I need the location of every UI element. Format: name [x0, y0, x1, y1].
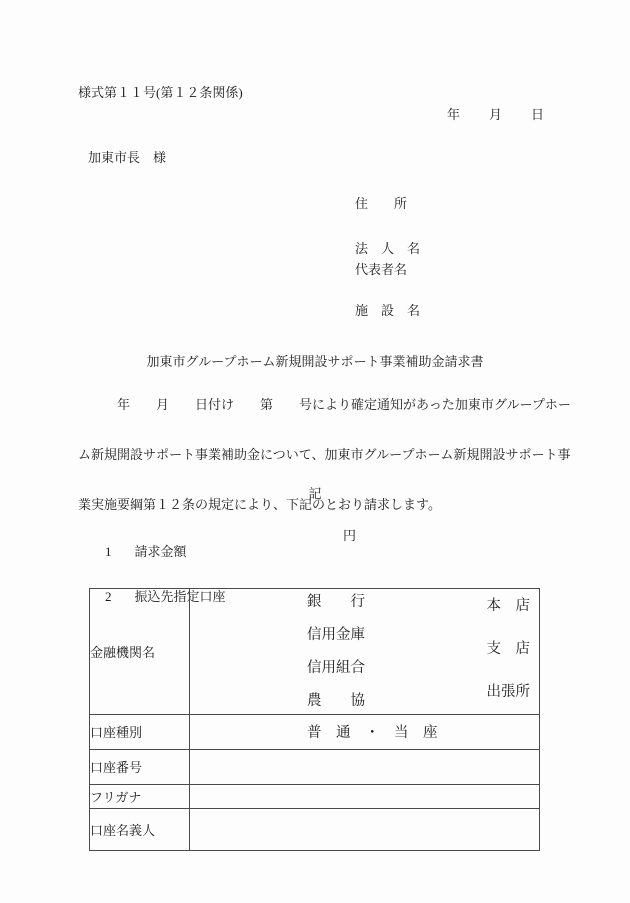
- institution-type-jacoop: 農 協: [307, 693, 365, 709]
- institution-type-union: 信用組合: [307, 660, 365, 676]
- account-kind-cell: [190, 714, 540, 749]
- branch-type-head: 本 店: [486, 598, 530, 614]
- claim-amount-unit: 円: [343, 528, 357, 543]
- form-number: 様式第１１号(第１２条関係): [78, 85, 243, 100]
- applicant-corporate-name-label: 法 人 名: [355, 241, 421, 256]
- date-blank-line: 年 月 日: [446, 107, 545, 122]
- account-holder-label: 口座名義人: [90, 808, 190, 850]
- table-row-account-number: [90, 749, 540, 784]
- table-row-institution: [90, 589, 540, 715]
- claim-amount-row: [92, 525, 512, 559]
- account-kind-label: 口座種別: [90, 714, 190, 749]
- body-line-1: 年 月 日付け 第 号により確定通知があった加東市グループホー: [78, 397, 571, 412]
- claim-amount-label: 請求金額: [134, 544, 187, 559]
- claim-amount-number: 1: [105, 544, 112, 559]
- table-row-account-kind: [90, 714, 540, 749]
- account-number-label: 口座番号: [90, 749, 190, 784]
- account-section-label: 振込先指定口座: [134, 589, 226, 604]
- institution-type-shinkin: 信用金庫: [307, 627, 365, 643]
- body-line-2: ム新規開設サポート事業補助金について、加東市グループホーム新規開設サポート事: [78, 447, 571, 462]
- bank-account-table: [89, 588, 540, 851]
- institution-name-label: 金融機関名: [90, 589, 190, 715]
- account-number-cell: [190, 749, 540, 784]
- note-marker: 記: [308, 486, 322, 501]
- table-row-holder: [90, 808, 540, 850]
- addressee: 加東市長 様: [88, 150, 167, 165]
- branch-type-suboffice: 出張所: [486, 684, 530, 700]
- branch-type-branch: 支 店: [486, 641, 530, 657]
- account-kind-options: 普 通 ・ 当 座: [307, 725, 438, 741]
- body-line-3: 業実施要綱第１２条の規定により、下記のとおり請求します。: [78, 497, 441, 512]
- applicant-address-label: 住 所: [355, 196, 408, 211]
- branch-type-options: [487, 596, 531, 704]
- table-row-furigana: [90, 784, 540, 808]
- institution-name-cell: [190, 589, 540, 715]
- applicant-representative-label: 代表者名: [355, 262, 408, 277]
- furigana-cell: [190, 784, 540, 808]
- account-holder-cell: [190, 808, 540, 850]
- furigana-label: フリガナ: [90, 784, 190, 808]
- document-title: 加東市グループホーム新規開設サポート事業補助金請求書: [146, 354, 484, 369]
- account-section-number: 2: [105, 589, 112, 604]
- institution-type-bank: 銀 行: [307, 594, 365, 610]
- applicant-facility-label: 施 設 名: [355, 303, 421, 318]
